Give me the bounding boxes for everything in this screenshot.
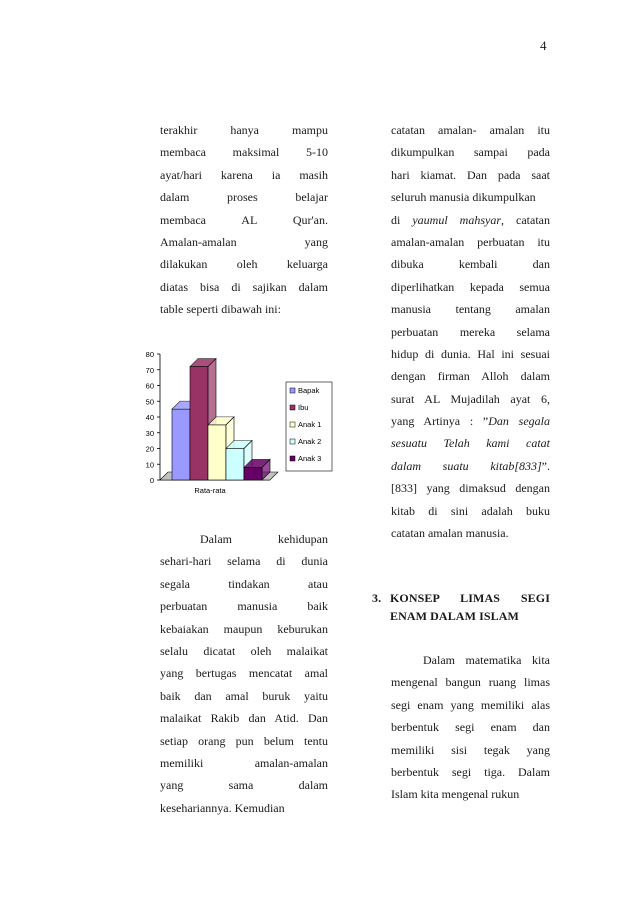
legend-label: Anak 3: [298, 454, 322, 463]
text-line: perbuatan mereka selama: [391, 324, 550, 339]
text-line: dibuka kembali dan: [391, 257, 550, 272]
left-column-top-text: [160, 119, 328, 321]
text-line: membaca AL Qur'an.: [160, 212, 328, 227]
y-tick-label: 40: [145, 413, 154, 422]
text-line: selalu dicatat oleh malaikat: [160, 643, 328, 658]
text-line: dikumpulkan sampai pada: [391, 145, 550, 160]
legend-label: Ibu: [298, 403, 309, 412]
bar: [172, 409, 190, 480]
bar: [208, 425, 226, 480]
text-line: surat AL Mujadilah ayat 6,: [391, 391, 550, 406]
y-tick-label: 60: [145, 381, 154, 391]
text-line: dengan firman Alloh dalam: [391, 369, 550, 384]
text-line: berbentuk segi tiga. Dalam: [391, 764, 550, 779]
text-line: segi enam yang memiliki alas: [391, 697, 550, 712]
text-line: terakhir hanya mampu: [160, 123, 328, 137]
text-line: segala tindakan atau: [160, 576, 328, 591]
text-line: berbentuk segi enam dan: [391, 720, 550, 735]
text-line: dalam proses belajar: [160, 190, 328, 205]
text-line: yang sama dalam: [160, 778, 328, 793]
legend-label: Anak 1: [298, 420, 322, 429]
text-line: memiliki amalan-amalan: [160, 755, 328, 770]
bar-chart: [132, 342, 348, 500]
text-line: ayat/hari karena ia masih: [160, 167, 328, 182]
text-line: dilakukan oleh keluarga: [160, 257, 328, 272]
text-line: Islam kita mengenal rukun: [391, 787, 520, 802]
text-line: hari kiamat. Dan pada saat: [391, 167, 550, 182]
page-number: 4: [540, 38, 547, 53]
text-line: table seperti dibawah ini:: [160, 302, 281, 317]
text-line: kitab di sini adalah buku: [391, 503, 550, 518]
y-tick-label: 10: [145, 460, 154, 470]
y-tick-label: 50: [145, 397, 154, 407]
text-line: perbuatan manusia baik: [160, 599, 328, 614]
text-line: baik dan amal buruk yaitu: [160, 688, 328, 703]
y-tick-label: 80: [145, 350, 154, 359]
y-tick-label: 70: [145, 365, 154, 375]
text-line: Amalan-amalan yang: [160, 234, 328, 249]
text-line: diperlihatkan kepada semua: [391, 279, 550, 294]
legend-swatch: [290, 456, 295, 461]
right-column-top-text: [391, 119, 550, 544]
left-column-bottom-text: [160, 528, 328, 819]
text-line: kebaiakan maupun keburukan: [160, 621, 328, 636]
text-line: manusia tentang amalan: [391, 302, 550, 317]
text-line: [833] yang dimaksud dengan: [391, 481, 550, 496]
text-line: malaikat Rakib dan Atid. Dan: [160, 711, 328, 726]
text-line: seluruh manusia dikumpulkan: [391, 190, 536, 205]
text-line: sesuatu Telah kami catat: [391, 436, 550, 451]
text-line: amalan-amalan perbuatan itu: [391, 234, 550, 249]
y-tick-label: 30: [145, 428, 154, 438]
bar: [190, 367, 208, 480]
bar: [226, 449, 244, 481]
legend-label: Bapak: [298, 386, 320, 395]
text-line: setiap orang pun belum tentu: [160, 733, 328, 748]
x-category-label: Rata-rata: [194, 486, 226, 495]
text-line: dalam suatu kitab[833]”.: [391, 458, 550, 473]
section-number: 3.: [372, 591, 382, 605]
legend-swatch: [290, 405, 295, 410]
text-line: hidup di dunia. Hal ini sesuai: [391, 346, 550, 361]
text-line: sehari-hari selama di dunia: [160, 554, 328, 569]
text-line: memiliki sisi tegak yang: [391, 742, 550, 757]
y-tick-label: 0: [149, 476, 154, 485]
text-line: Dalam matematika kita: [423, 653, 550, 667]
text-line: catatan amalan manusia.: [391, 526, 509, 541]
text-line: kesehariannya. Kemudian: [160, 800, 285, 815]
text-line: diatas bisa di sajikan dalam: [160, 279, 328, 294]
text-line: yang Artinya : ”Dan segala: [391, 414, 550, 429]
legend-label: Anak 2: [298, 437, 322, 446]
bar: [244, 467, 262, 480]
text-line: mengenal bangun ruang limas: [391, 675, 550, 690]
right-column-bottom-text: [391, 649, 550, 806]
y-tick-label: 20: [145, 444, 154, 454]
section-title-line: ENAM DALAM ISLAM: [390, 609, 519, 623]
text-line: di yaumul mahsyar, catatan: [391, 212, 550, 227]
section-title-line: KONSEP LIMAS SEGI: [390, 591, 550, 605]
text-line: yang bertugas mencatat amal: [160, 666, 328, 681]
legend-swatch: [290, 388, 295, 393]
legend-swatch: [290, 439, 295, 444]
text-line: membaca maksimal 5-10: [160, 145, 328, 160]
text-line: catatan amalan- amalan itu: [391, 123, 550, 137]
legend-swatch: [290, 422, 295, 427]
text-line: Dalam kehidupan: [200, 532, 328, 546]
